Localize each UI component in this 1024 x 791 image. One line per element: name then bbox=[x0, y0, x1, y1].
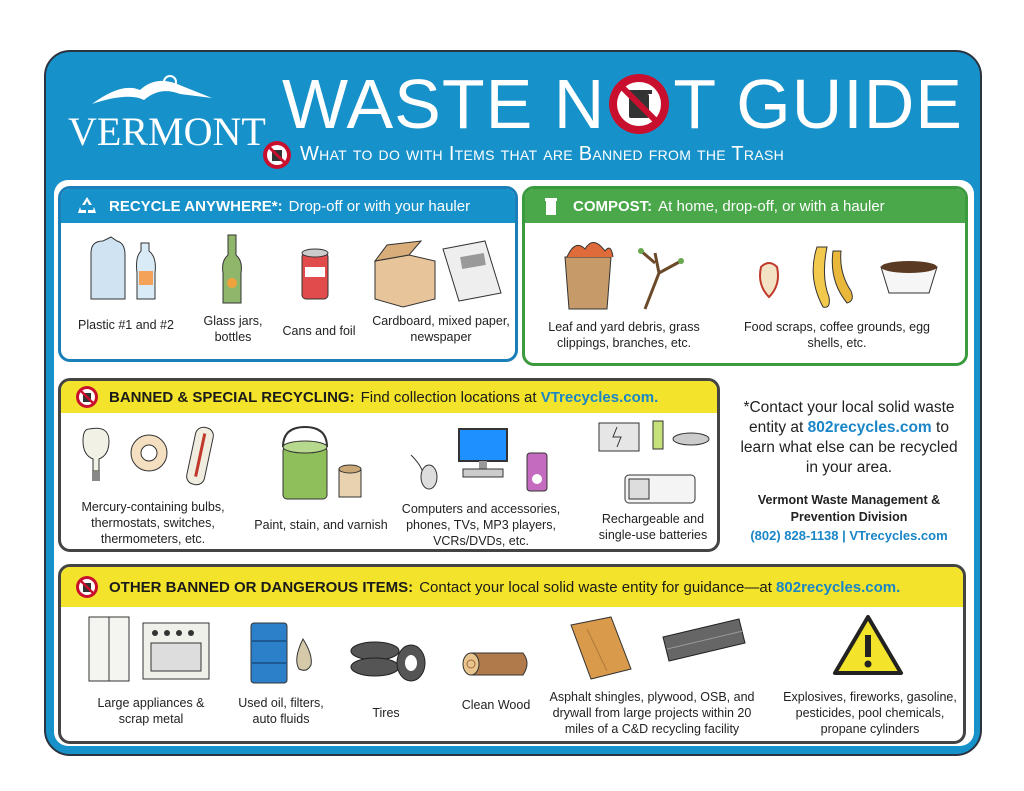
vermont-logo: VERMONT bbox=[68, 109, 266, 154]
vtrecycles-link[interactable]: VTrecycles.com. bbox=[540, 388, 659, 406]
item-label: Cans and foil bbox=[282, 324, 356, 338]
mercury-items-icon bbox=[79, 421, 229, 491]
batteries-icon bbox=[595, 417, 715, 507]
cardboard-newspaper-icon bbox=[369, 239, 509, 309]
no-trash-icon bbox=[75, 575, 99, 599]
log-icon bbox=[461, 645, 533, 683]
compost-bin-icon bbox=[539, 194, 563, 218]
item-label: Leaf and yard debris, grass clippings, branches, etc. bbox=[548, 320, 700, 350]
construction-debris-icon bbox=[567, 615, 747, 681]
glass-bottle-icon bbox=[219, 233, 245, 307]
page-subtitle: What to do with Items that are Banned from the Trash bbox=[300, 143, 785, 165]
recycle-icon bbox=[75, 194, 99, 218]
802recycles-link[interactable]: 802recycles.com bbox=[807, 419, 932, 436]
802recycles-link[interactable]: 802recycles.com. bbox=[776, 578, 901, 596]
item-label: Cardboard, mixed paper, newspaper bbox=[372, 314, 510, 344]
item-label: Computers and accessories, phones, TVs, MP3 players, VCRs/DVDs, etc. bbox=[401, 502, 561, 548]
item-label: Tires bbox=[372, 706, 400, 720]
food-scraps-icon bbox=[751, 237, 947, 315]
item-label: Explosives, fireworks, gasoline, pesticides, pool chemicals, propane cylinders bbox=[783, 690, 957, 736]
item-label: Rechargeable and single-use batteries bbox=[598, 512, 708, 542]
oil-drum-icon bbox=[247, 619, 317, 689]
banned-section bbox=[58, 378, 720, 552]
recycle-section bbox=[58, 186, 518, 362]
can-icon bbox=[299, 247, 331, 303]
item-label: Clean Wood bbox=[461, 698, 531, 712]
page-title: WASTE N T GUIDE bbox=[282, 64, 963, 143]
paint-can-icon bbox=[277, 423, 367, 503]
no-trash-icon bbox=[75, 385, 99, 409]
compost-section bbox=[522, 186, 968, 366]
item-label: Paint, stain, and varnish bbox=[254, 518, 388, 532]
contact-note bbox=[734, 398, 964, 543]
appliances-icon bbox=[85, 613, 215, 683]
electronics-icon bbox=[409, 425, 559, 495]
tires-icon bbox=[349, 637, 429, 683]
item-label: Large appliances & scrap metal bbox=[97, 696, 205, 726]
yard-debris-icon bbox=[555, 233, 695, 313]
item-label: Asphalt shingles, plywood, OSB, and drywall from large projects within 20 miles of a C&D recycling facility bbox=[549, 690, 755, 736]
item-label: Food scraps, coffee grounds, egg shells, etc. bbox=[744, 320, 930, 350]
item-label: Plastic #1 and #2 bbox=[78, 318, 174, 332]
no-trash-icon bbox=[262, 140, 292, 170]
note-text: *Contact your local solid waste entity at 802recycles.com to learn what else can be recycled in your area. bbox=[740, 399, 958, 476]
other-header: OTHER BANNED OR DANGEROUS ITEMS: Contact your local solid waste entity for guidance—at 802recycles.com. bbox=[61, 567, 963, 607]
compost-header: COMPOST: At home, drop-off, or with a hauler bbox=[525, 189, 965, 223]
banned-header: BANNED & SPECIAL RECYCLING: Find collection locations at VTrecycles.com. bbox=[61, 381, 717, 413]
no-trash-icon bbox=[607, 72, 671, 136]
item-label: Used oil, filters, auto fluids bbox=[238, 696, 324, 726]
item-label: Glass jars, bottles bbox=[203, 314, 263, 344]
item-label: Mercury-containing bulbs, thermostats, switches, thermometers, etc. bbox=[81, 500, 225, 546]
other-section bbox=[58, 564, 966, 744]
warning-icon bbox=[831, 613, 905, 677]
org-name: Vermont Waste Management & Prevention Division bbox=[757, 493, 941, 524]
recycle-header: RECYCLE ANYWHERE*: Drop-off or with your hauler bbox=[61, 189, 515, 223]
plastic-jug-icon bbox=[81, 233, 171, 305]
contact-info: (802) 828-1138 | VTrecycles.com bbox=[750, 528, 948, 543]
